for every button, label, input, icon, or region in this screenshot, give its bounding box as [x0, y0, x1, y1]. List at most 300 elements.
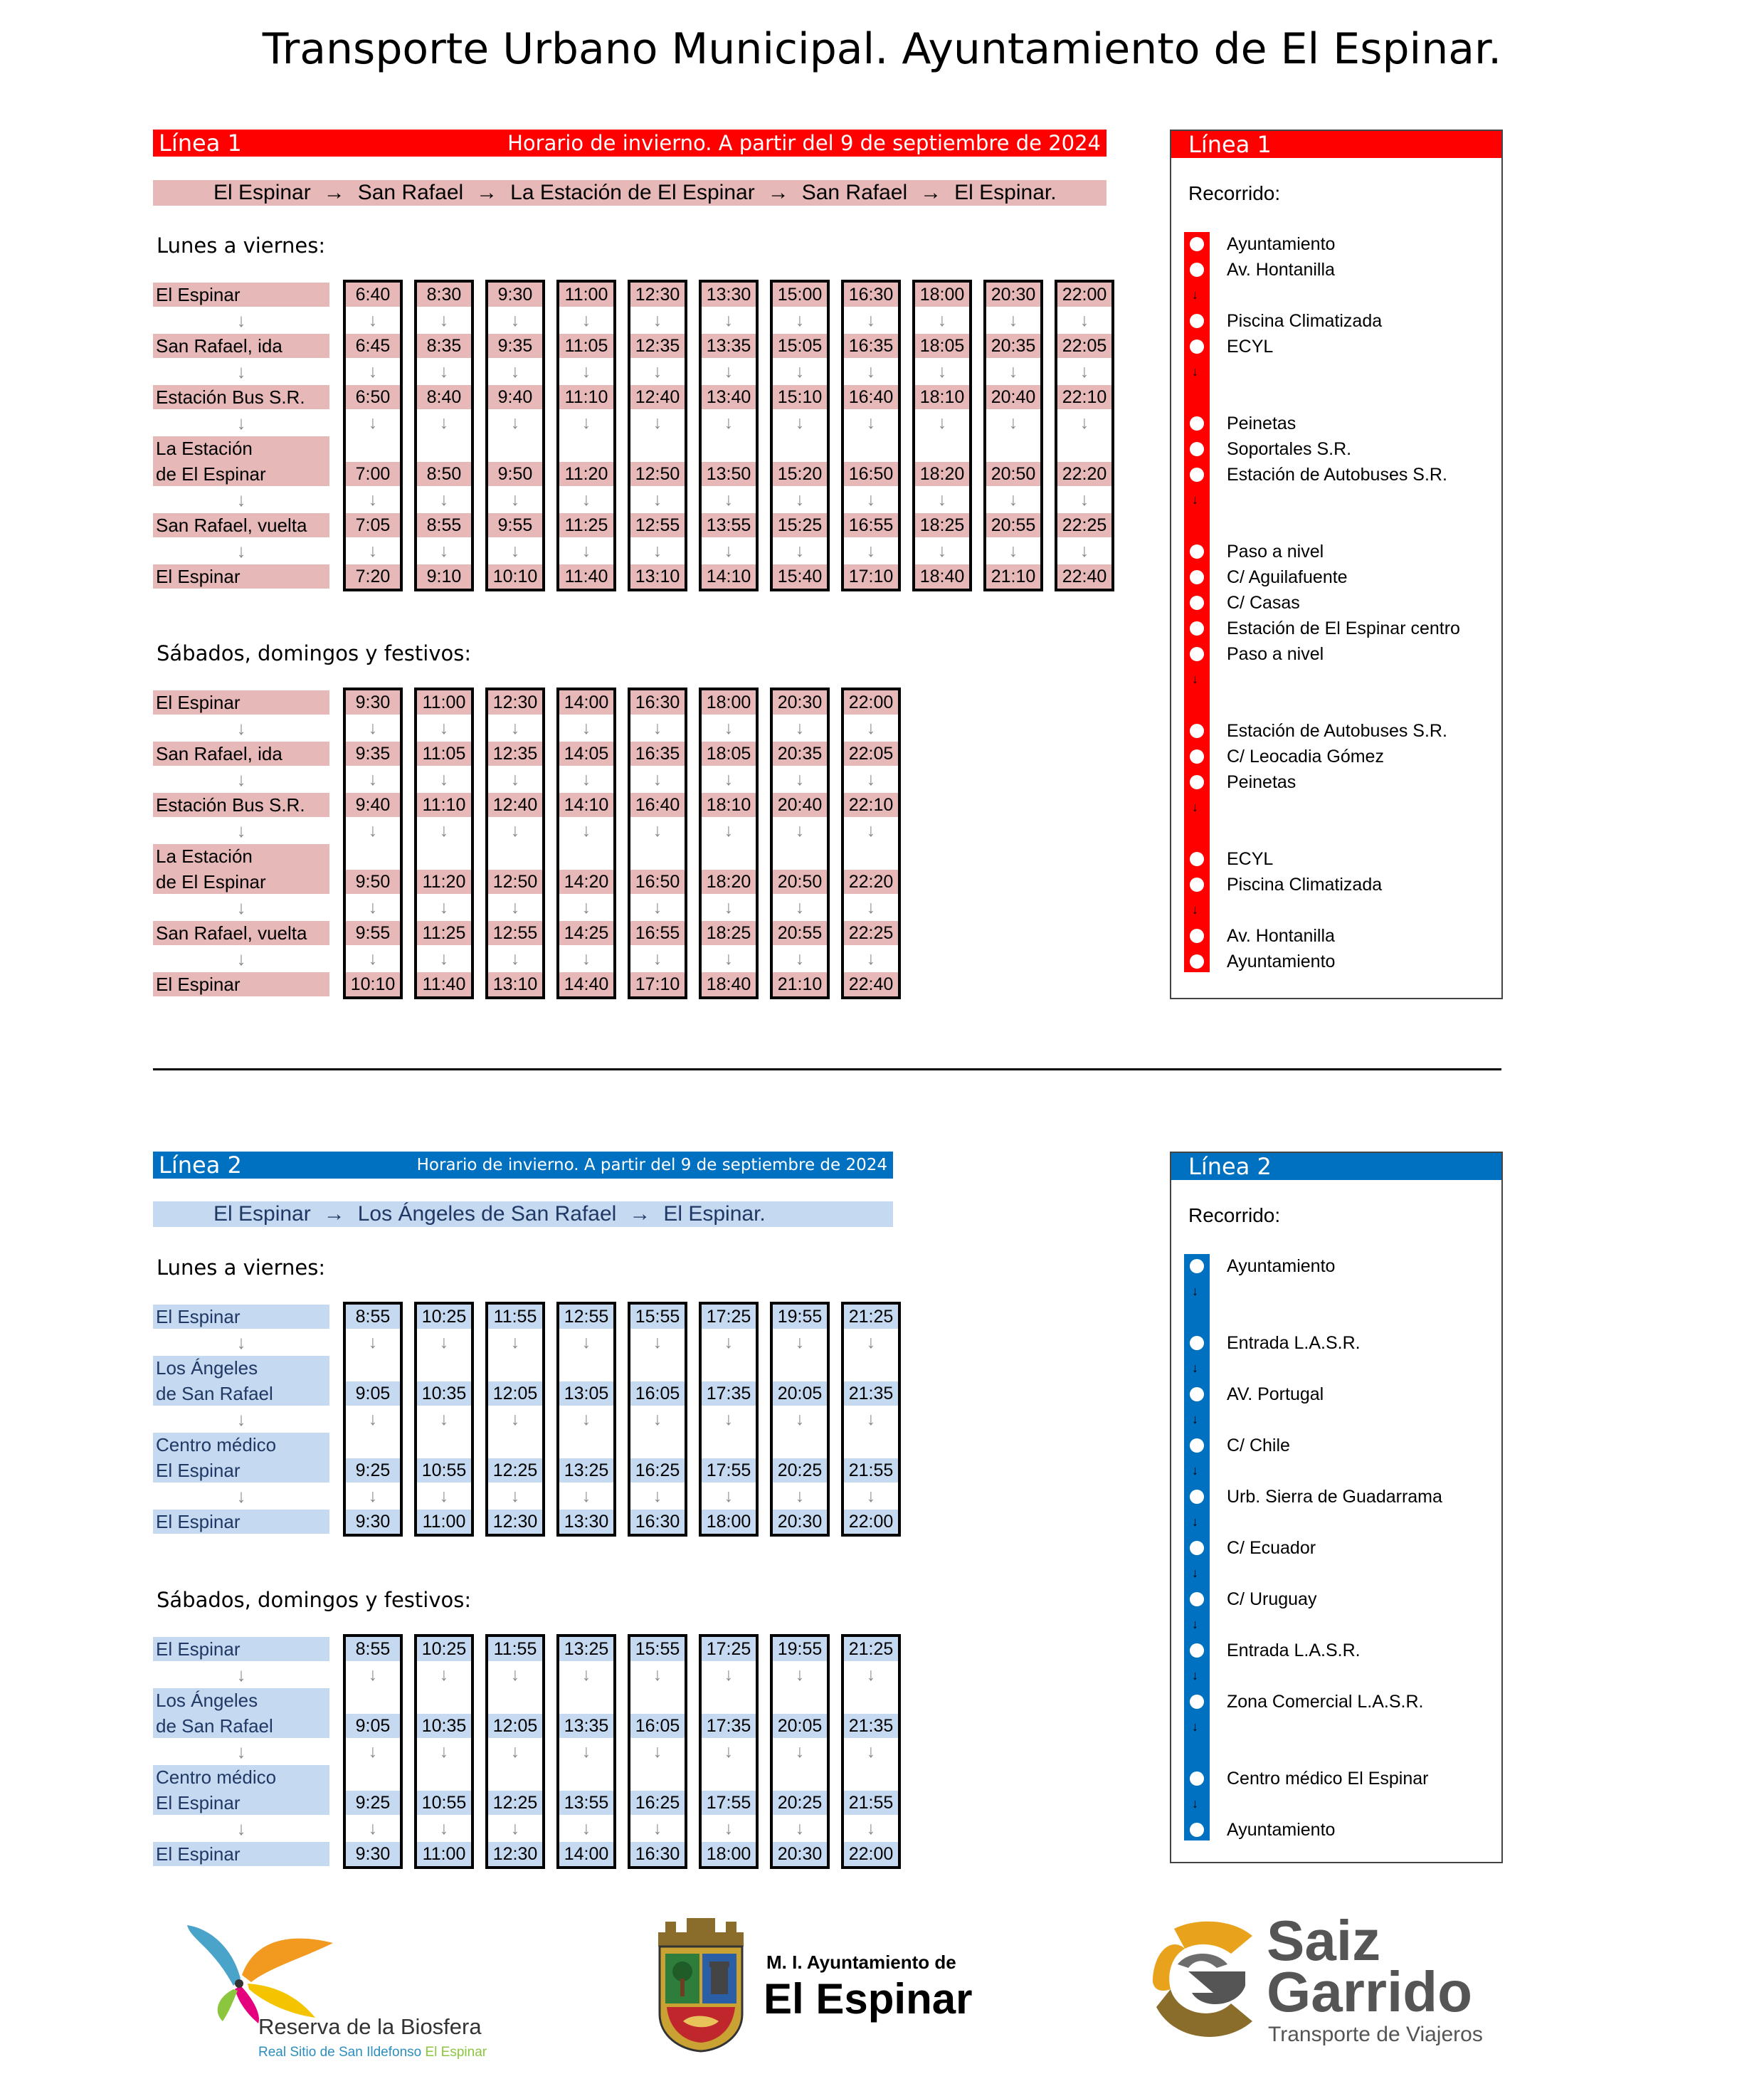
line2-weekday-time-column	[770, 1302, 830, 1537]
line1-weekday-stop-name: de El Espinar	[153, 462, 329, 486]
line1-weekend-time-arrow: ↓	[368, 821, 378, 841]
line2-panel-stop-name: Zona Comercial L.A.S.R.	[1227, 1692, 1424, 1712]
line1-weekend-time-column	[628, 688, 687, 999]
line1-weekday-stop-arrow: ↓	[236, 310, 246, 331]
line2-weekday-time-arrow: ↓	[724, 1409, 734, 1429]
line2-weekday-time-cell: 17:25	[702, 1305, 756, 1329]
line1-weekend-time-cell: 20:40	[773, 793, 827, 817]
ayuntamiento-logo	[651, 1915, 1007, 2057]
line1-weekday-stop-name: Estación Bus S.R.	[153, 385, 329, 409]
line2-weekend-time-cell: 19:55	[773, 1637, 827, 1661]
line1-weekday-time-arrow: ↓	[368, 362, 378, 381]
line1-weekday-time-column	[485, 280, 545, 591]
line1-panel-stop-name: ECYL	[1227, 337, 1274, 357]
line2-weekend-stop-arrow: ↓	[236, 1664, 246, 1685]
line1-weekday-time-arrow: ↓	[581, 490, 591, 510]
line1-weekend-time-cell: 9:55	[346, 921, 400, 945]
line1-weekend-time-arrow: ↓	[653, 897, 662, 917]
line2-stop-dot	[1190, 1259, 1204, 1273]
line1-weekday-time-cell: 18:40	[915, 564, 969, 589]
line1-weekend-time-arrow: ↓	[439, 821, 449, 841]
line1-weekday-time-arrow: ↓	[1008, 490, 1018, 510]
line1-weekday-time-cell: 7:05	[346, 513, 400, 537]
line1-stop-dot	[1190, 339, 1204, 354]
line1-weekend-time-arrow: ↓	[439, 949, 449, 969]
line2-weekday-time-cell: 17:55	[702, 1458, 756, 1483]
line1-weekday-time-arrow: ↓	[439, 362, 449, 381]
line2-weekday-time-arrow: ↓	[653, 1332, 662, 1352]
line2-weekend-time-column	[556, 1634, 616, 1869]
line2-weekend-time-cell: 10:35	[417, 1714, 471, 1738]
line2-weekday-time-cell: 18:00	[702, 1510, 756, 1534]
line1-route-stop: San Rafael	[357, 181, 464, 204]
line1-weekday-time-cell: 11:10	[559, 385, 613, 409]
line1-weekend-time-cell: 9:35	[346, 742, 400, 766]
line1-panel-arrow: ↓	[1192, 672, 1198, 686]
line2-weekend-time-column	[770, 1634, 830, 1869]
line1-schedule-note: Horario de invierno. A partir del 9 de septiembre de 2024	[507, 131, 1101, 155]
line1-panel-stop-name: Av. Hontanilla	[1227, 926, 1335, 946]
line1-weekday-time-cell: 8:35	[417, 334, 471, 358]
line1-weekday-time-arrow: ↓	[937, 362, 947, 381]
line1-panel-stop-name: Estación de Autobuses S.R.	[1227, 721, 1447, 741]
line2-weekend-time-cell: 12:25	[488, 1791, 542, 1815]
line1-weekday-time-arrow: ↓	[653, 362, 662, 381]
line1-weekday-time-cell: 11:05	[559, 334, 613, 358]
line2-weekend-time-arrow: ↓	[653, 1818, 662, 1838]
line2-weekday-stop-name: de San Rafael	[153, 1381, 329, 1406]
line2-weekend-time-cell: 21:25	[844, 1637, 898, 1661]
line1-panel-stop-name: Estación de El Espinar centro	[1227, 618, 1460, 638]
line2-weekday-time-arrow: ↓	[795, 1486, 805, 1506]
line1-weekday-time-cell: 8:30	[417, 283, 471, 307]
line2-weekend-time-cell: 11:00	[417, 1842, 471, 1866]
line1-weekend-time-arrow: ↓	[368, 718, 378, 738]
line2-weekend-time-cell: 17:55	[702, 1791, 756, 1815]
line1-weekday-time-arrow: ↓	[937, 413, 947, 433]
line2-weekday-time-cell: 22:00	[844, 1510, 898, 1534]
line2-weekday-time-cell: 10:35	[417, 1381, 471, 1406]
line1-weekday-time-cell: 9:50	[488, 462, 542, 486]
line2-weekday-time-cell: 20:25	[773, 1458, 827, 1483]
line1-weekday-time-arrow: ↓	[439, 541, 449, 561]
line1-weekday-time-arrow: ↓	[368, 541, 378, 561]
line1-weekday-time-cell: 13:55	[702, 513, 756, 537]
line2-weekday-time-cell: 16:25	[630, 1458, 685, 1483]
line1-weekday-time-cell: 16:35	[844, 334, 898, 358]
line2-weekday-time-arrow: ↓	[866, 1409, 876, 1429]
line2-weekend-time-cell: 22:00	[844, 1842, 898, 1866]
line2-weekend-time-arrow: ↓	[866, 1818, 876, 1838]
line1-weekend-stop-name: San Rafael, vuelta	[153, 921, 329, 945]
line1-weekend-time-cell: 12:50	[488, 870, 542, 894]
line1-weekday-time-cell: 17:10	[844, 564, 898, 589]
line2-weekend-label: Sábados, domingos y festivos:	[157, 1588, 472, 1612]
line1-stop-dot	[1190, 621, 1204, 636]
line2-weekend-time-cell: 20:05	[773, 1714, 827, 1738]
line1-weekday-stop-name: El Espinar	[153, 564, 329, 589]
line1-stop-dot	[1190, 237, 1204, 251]
line2-stop-dot	[1190, 1592, 1204, 1606]
line2-weekend-time-column	[485, 1634, 545, 1869]
line1-weekday-time-cell: 15:25	[773, 513, 827, 537]
line1-weekday-time-cell: 22:40	[1057, 564, 1111, 589]
line1-weekend-time-cell: 12:55	[488, 921, 542, 945]
line1-weekday-time-cell: 9:35	[488, 334, 542, 358]
line2-weekend-time-arrow: ↓	[368, 1665, 378, 1685]
line2-weekend-time-cell: 17:35	[702, 1714, 756, 1738]
line1-weekend-time-arrow: ↓	[439, 897, 449, 917]
line1-weekday-time-arrow: ↓	[1079, 541, 1089, 561]
line1-weekday-time-arrow: ↓	[1008, 310, 1018, 330]
line1-weekday-time-column	[414, 280, 474, 591]
line1-weekday-time-arrow: ↓	[439, 310, 449, 330]
line2-panel-arrow: ↓	[1192, 1361, 1198, 1375]
line1-panel-stop-name: Paso a nivel	[1227, 644, 1324, 664]
line1-weekday-stop-name: La Estación	[153, 436, 329, 462]
line1-weekend-time-arrow: ↓	[724, 949, 734, 969]
line2-weekend-time-arrow: ↓	[510, 1665, 520, 1685]
line2-weekday-time-cell: 17:35	[702, 1381, 756, 1406]
line1-weekday-label: Lunes a viernes:	[157, 233, 326, 258]
line2-stop-dot	[1190, 1823, 1204, 1837]
saiz-tagline: Transporte de Viajeros	[1268, 2023, 1483, 2046]
line2-weekday-time-column	[414, 1302, 474, 1537]
line1-weekend-time-cell: 18:20	[702, 870, 756, 894]
line1-weekday-time-cell: 20:35	[986, 334, 1040, 358]
line2-weekend-time-arrow: ↓	[866, 1742, 876, 1761]
line-2-route-panel	[1170, 1152, 1503, 1863]
line1-weekday-time-column	[770, 280, 830, 591]
line1-weekday-time-arrow: ↓	[439, 490, 449, 510]
line1-weekend-time-cell: 16:40	[630, 793, 685, 817]
line2-weekday-time-arrow: ↓	[439, 1486, 449, 1506]
line1-weekend-time-arrow: ↓	[653, 821, 662, 841]
line1-weekend-time-cell: 13:10	[488, 972, 542, 996]
line2-weekend-time-cell: 9:30	[346, 1842, 400, 1866]
line2-weekend-time-column	[414, 1634, 474, 1869]
line1-weekday-time-cell: 7:20	[346, 564, 400, 589]
line1-weekend-time-cell: 21:10	[773, 972, 827, 996]
line1-weekday-time-arrow: ↓	[510, 310, 520, 330]
line2-weekday-time-arrow: ↓	[653, 1409, 662, 1429]
line1-weekend-time-cell: 20:35	[773, 742, 827, 766]
line1-weekend-time-cell: 20:50	[773, 870, 827, 894]
line1-weekend-time-arrow: ↓	[866, 821, 876, 841]
line2-weekend-time-cell: 20:30	[773, 1842, 827, 1866]
line1-stop-dot	[1190, 570, 1204, 584]
line2-panel-arrow: ↓	[1192, 1720, 1198, 1734]
line1-weekday-time-cell: 15:10	[773, 385, 827, 409]
line1-weekend-time-cell: 11:10	[417, 793, 471, 817]
line1-weekday-time-arrow: ↓	[724, 490, 734, 510]
line1-weekday-stop-name: San Rafael, ida	[153, 334, 329, 358]
line2-weekend-time-arrow: ↓	[795, 1665, 805, 1685]
line1-weekday-time-cell: 20:40	[986, 385, 1040, 409]
line1-weekend-time-cell: 16:55	[630, 921, 685, 945]
line1-weekend-time-column	[343, 688, 403, 999]
line1-weekday-time-arrow: ↓	[795, 310, 805, 330]
line1-weekday-time-arrow: ↓	[724, 362, 734, 381]
line1-weekend-time-cell: 14:40	[559, 972, 613, 996]
line2-weekend-time-arrow: ↓	[368, 1818, 378, 1838]
line1-weekend-time-column	[699, 688, 759, 999]
line1-weekend-time-arrow: ↓	[724, 897, 734, 917]
line1-weekend-time-arrow: ↓	[581, 718, 591, 738]
biosfera-subtitle: Real Sitio de San Ildefonso El Espinar	[258, 2045, 487, 2060]
line2-weekday-stop-name: El Espinar	[153, 1305, 329, 1329]
line1-stop-dot	[1190, 263, 1204, 277]
line1-weekday-time-arrow: ↓	[795, 362, 805, 381]
line2-weekday-time-cell: 9:25	[346, 1458, 400, 1483]
line1-weekday-time-cell: 14:10	[702, 564, 756, 589]
line2-weekend-time-arrow: ↓	[581, 1818, 591, 1838]
line1-weekday-time-arrow: ↓	[795, 541, 805, 561]
line2-weekday-stop-name: Los Ángeles	[153, 1356, 329, 1381]
line2-weekday-time-arrow: ↓	[581, 1332, 591, 1352]
line1-weekday-time-arrow: ↓	[1008, 413, 1018, 433]
line1-weekday-time-cell: 12:50	[630, 462, 685, 486]
line2-weekend-time-cell: 10:55	[417, 1791, 471, 1815]
line2-weekday-time-cell: 13:25	[559, 1458, 613, 1483]
line1-panel-arrow: ↓	[1192, 800, 1198, 814]
line1-weekend-time-arrow: ↓	[581, 769, 591, 789]
line1-weekend-stop-name: de El Espinar	[153, 870, 329, 894]
line2-weekend-time-cell: 9:05	[346, 1714, 400, 1738]
line1-weekend-time-cell: 22:20	[844, 870, 898, 894]
butterfly-icon	[184, 1918, 340, 2025]
line1-weekend-time-cell: 14:25	[559, 921, 613, 945]
line2-weekday-time-arrow: ↓	[866, 1486, 876, 1506]
line1-weekend-time-arrow: ↓	[510, 949, 520, 969]
line1-weekday-time-cell: 6:40	[346, 283, 400, 307]
line2-weekend-time-cell: 12:05	[488, 1714, 542, 1738]
line1-weekday-time-arrow: ↓	[1079, 490, 1089, 510]
line1-weekday-time-cell: 18:05	[915, 334, 969, 358]
line1-weekend-time-column	[485, 688, 545, 999]
line1-weekend-time-arrow: ↓	[510, 821, 520, 841]
line2-weekday-time-column	[343, 1302, 403, 1537]
line1-header	[153, 130, 1107, 157]
line1-weekday-time-cell: 18:00	[915, 283, 969, 307]
line1-panel-stop-name: Av. Hontanilla	[1227, 260, 1335, 280]
line1-weekday-stop-name: San Rafael, vuelta	[153, 513, 329, 537]
line2-weekend-time-cell: 8:55	[346, 1637, 400, 1661]
line2-weekday-time-cell: 10:55	[417, 1458, 471, 1483]
line1-weekday-time-cell: 22:05	[1057, 334, 1111, 358]
line1-weekday-time-cell: 7:00	[346, 462, 400, 486]
line1-weekend-time-column	[841, 688, 901, 999]
line1-weekend-time-cell: 11:05	[417, 742, 471, 766]
line1-weekend-time-arrow: ↓	[724, 718, 734, 738]
line2-weekend-time-arrow: ↓	[439, 1665, 449, 1685]
line2-weekend-time-cell: 9:25	[346, 1791, 400, 1815]
garrido-text: Garrido	[1267, 1960, 1472, 2023]
line2-weekend-time-arrow: ↓	[439, 1742, 449, 1761]
line2-weekday-time-cell: 13:05	[559, 1381, 613, 1406]
line1-weekend-time-arrow: ↓	[866, 718, 876, 738]
line2-panel-arrow: ↓	[1192, 1463, 1198, 1478]
line1-route-stop: La Estación de El Espinar	[510, 181, 755, 204]
line2-weekday-time-cell: 9:05	[346, 1381, 400, 1406]
line1-stop-dot	[1190, 954, 1204, 969]
line1-weekend-time-cell: 18:25	[702, 921, 756, 945]
line1-weekday-time-column	[343, 280, 403, 591]
ayuntamiento-subtitle: M. I. Ayuntamiento de	[766, 1952, 956, 1973]
line-1-route-panel	[1170, 130, 1503, 999]
line2-stop-dot	[1190, 1695, 1204, 1709]
line1-weekday-stop-arrow: ↓	[236, 412, 246, 433]
line1-weekday-time-column	[556, 280, 616, 591]
line1-weekday-time-arrow: ↓	[724, 413, 734, 433]
line1-weekday-time-arrow: ↓	[653, 541, 662, 561]
line2-weekday-time-arrow: ↓	[724, 1332, 734, 1352]
line2-route-arrow: →	[323, 1202, 345, 1226]
line1-weekday-time-cell: 10:10	[488, 564, 542, 589]
saiz-text: Saiz	[1267, 1909, 1381, 1972]
line2-weekend-stop-name: Centro médico	[153, 1765, 329, 1791]
line1-weekday-time-cell: 15:40	[773, 564, 827, 589]
line2-weekend-time-arrow: ↓	[581, 1665, 591, 1685]
line1-weekday-time-cell: 8:50	[417, 462, 471, 486]
line2-recorrido-label: Recorrido:	[1188, 1204, 1281, 1226]
line1-weekend-time-cell: 16:30	[630, 690, 685, 715]
line1-panel-stop-name: Estación de Autobuses S.R.	[1227, 465, 1447, 485]
line1-weekday-time-arrow: ↓	[510, 541, 520, 561]
line2-weekday-time-cell: 12:30	[488, 1510, 542, 1534]
line1-stop-dot	[1190, 544, 1204, 559]
line2-weekend-stop-name: El Espinar	[153, 1637, 329, 1661]
line2-weekend-time-arrow: ↓	[795, 1742, 805, 1761]
line1-panel-stop-name: C/ Aguilafuente	[1227, 567, 1348, 587]
line2-weekend-time-column	[628, 1634, 687, 1869]
line1-panel-stop-name: C/ Leocadia Gómez	[1227, 747, 1384, 767]
line1-stop-dot	[1190, 775, 1204, 789]
line2-weekend-time-cell: 13:25	[559, 1637, 613, 1661]
line2-weekday-time-column	[841, 1302, 901, 1537]
line1-weekday-time-cell: 22:00	[1057, 283, 1111, 307]
line1-weekend-time-cell: 9:30	[346, 690, 400, 715]
line1-weekend-time-arrow: ↓	[866, 949, 876, 969]
line1-weekday-time-cell: 6:45	[346, 334, 400, 358]
line2-weekday-time-cell: 16:30	[630, 1510, 685, 1534]
line1-stop-dot	[1190, 442, 1204, 456]
line1-weekday-time-arrow: ↓	[937, 541, 947, 561]
line2-weekend-stop-name: de San Rafael	[153, 1714, 329, 1738]
ayuntamiento-title: El Espinar	[764, 1975, 973, 2023]
line2-weekday-stop-name: Centro médico	[153, 1433, 329, 1458]
line1-weekday-time-cell: 16:30	[844, 283, 898, 307]
line1-recorrido-label: Recorrido:	[1188, 182, 1281, 204]
line1-weekend-time-column	[770, 688, 830, 999]
line1-panel-stop-name: Peinetas	[1227, 772, 1296, 792]
line1-weekend-time-arrow: ↓	[653, 949, 662, 969]
line1-weekday-time-cell: 18:20	[915, 462, 969, 486]
line1-weekend-time-cell: 18:00	[702, 690, 756, 715]
line1-stop-dot	[1190, 749, 1204, 764]
line2-panel-stop-name: Ayuntamiento	[1227, 1256, 1336, 1276]
line1-weekday-time-arrow: ↓	[1008, 541, 1018, 561]
line2-weekday-time-cell: 12:55	[559, 1305, 613, 1329]
line1-weekday-time-arrow: ↓	[653, 490, 662, 510]
line2-panel-stop-name: AV. Portugal	[1227, 1384, 1324, 1404]
line1-weekday-time-cell: 8:55	[417, 513, 471, 537]
line1-weekday-time-arrow: ↓	[368, 310, 378, 330]
line1-weekend-label: Sábados, domingos y festivos:	[157, 641, 472, 665]
line2-weekend-time-cell: 17:25	[702, 1637, 756, 1661]
line2-weekend-time-cell: 13:35	[559, 1714, 613, 1738]
line2-weekend-time-cell: 10:25	[417, 1637, 471, 1661]
line2-weekend-time-column	[841, 1634, 901, 1869]
line1-weekday-time-arrow: ↓	[866, 362, 876, 381]
line1-panel-arrow: ↓	[1192, 493, 1198, 507]
line2-weekday-time-arrow: ↓	[510, 1486, 520, 1506]
line1-route-arrow: →	[920, 181, 942, 204]
line1-weekend-stop-arrow: ↓	[236, 717, 246, 739]
line2-weekend-time-arrow: ↓	[724, 1665, 734, 1685]
line2-panel-stop-name: Entrada L.A.S.R.	[1227, 1641, 1361, 1660]
line1-weekday-time-cell: 11:20	[559, 462, 613, 486]
line1-weekend-time-arrow: ↓	[795, 897, 805, 917]
line1-weekday-time-cell: 13:10	[630, 564, 685, 589]
line1-weekday-time-cell: 21:10	[986, 564, 1040, 589]
line1-route-arrow: →	[323, 181, 345, 204]
line1-route-bar	[153, 180, 1107, 206]
line2-weekend-time-cell: 14:00	[559, 1842, 613, 1866]
line2-route-bar	[153, 1201, 893, 1227]
line2-panel-arrow: ↓	[1192, 1284, 1198, 1298]
line2-route-stop: Los Ángeles de San Rafael	[357, 1202, 617, 1226]
line1-stop-dot	[1190, 468, 1204, 482]
line1-weekday-time-cell: 22:10	[1057, 385, 1111, 409]
line1-weekday-time-arrow: ↓	[937, 490, 947, 510]
line2-label: Línea 2	[159, 1152, 242, 1179]
line1-weekday-time-cell: 20:55	[986, 513, 1040, 537]
line2-weekday-time-arrow: ↓	[439, 1409, 449, 1429]
line1-weekday-time-arrow: ↓	[1008, 362, 1018, 381]
line1-label: Línea 1	[159, 130, 242, 157]
line1-weekday-time-arrow: ↓	[368, 413, 378, 433]
line1-weekend-time-cell: 9:40	[346, 793, 400, 817]
line1-weekday-time-cell: 8:40	[417, 385, 471, 409]
line1-weekday-time-arrow: ↓	[866, 310, 876, 330]
line1-panel-stop-name: Soportales S.R.	[1227, 439, 1352, 459]
line2-weekend-time-arrow: ↓	[724, 1818, 734, 1838]
line1-weekend-time-arrow: ↓	[439, 718, 449, 738]
line1-weekend-stop-name: El Espinar	[153, 690, 329, 715]
line1-weekend-time-cell: 17:10	[630, 972, 685, 996]
line2-panel-stop-name: C/ Chile	[1227, 1436, 1290, 1455]
biosfera-title: Reserva de la Biosfera	[258, 2014, 482, 2039]
line1-weekday-time-cell: 11:00	[559, 283, 613, 307]
line2-panel-arrow: ↓	[1192, 1617, 1198, 1631]
line1-weekend-time-cell: 11:00	[417, 690, 471, 715]
line1-weekday-time-cell: 18:25	[915, 513, 969, 537]
line2-weekday-time-arrow: ↓	[368, 1486, 378, 1506]
line1-weekday-stop-name: El Espinar	[153, 283, 329, 307]
line2-weekday-time-column	[699, 1302, 759, 1537]
line1-weekday-time-cell: 22:20	[1057, 462, 1111, 486]
line1-weekend-time-cell: 10:10	[346, 972, 400, 996]
line1-weekday-time-arrow: ↓	[581, 541, 591, 561]
line2-panel-stop-name: Centro médico El Espinar	[1227, 1769, 1429, 1789]
line1-panel-stop-name: Paso a nivel	[1227, 542, 1324, 562]
line1-weekend-time-arrow: ↓	[581, 821, 591, 841]
line1-panel-arrow: ↓	[1192, 288, 1198, 302]
line1-weekday-time-cell: 13:35	[702, 334, 756, 358]
line2-panel-stop-name: Ayuntamiento	[1227, 1820, 1336, 1840]
line1-weekend-time-arrow: ↓	[653, 718, 662, 738]
